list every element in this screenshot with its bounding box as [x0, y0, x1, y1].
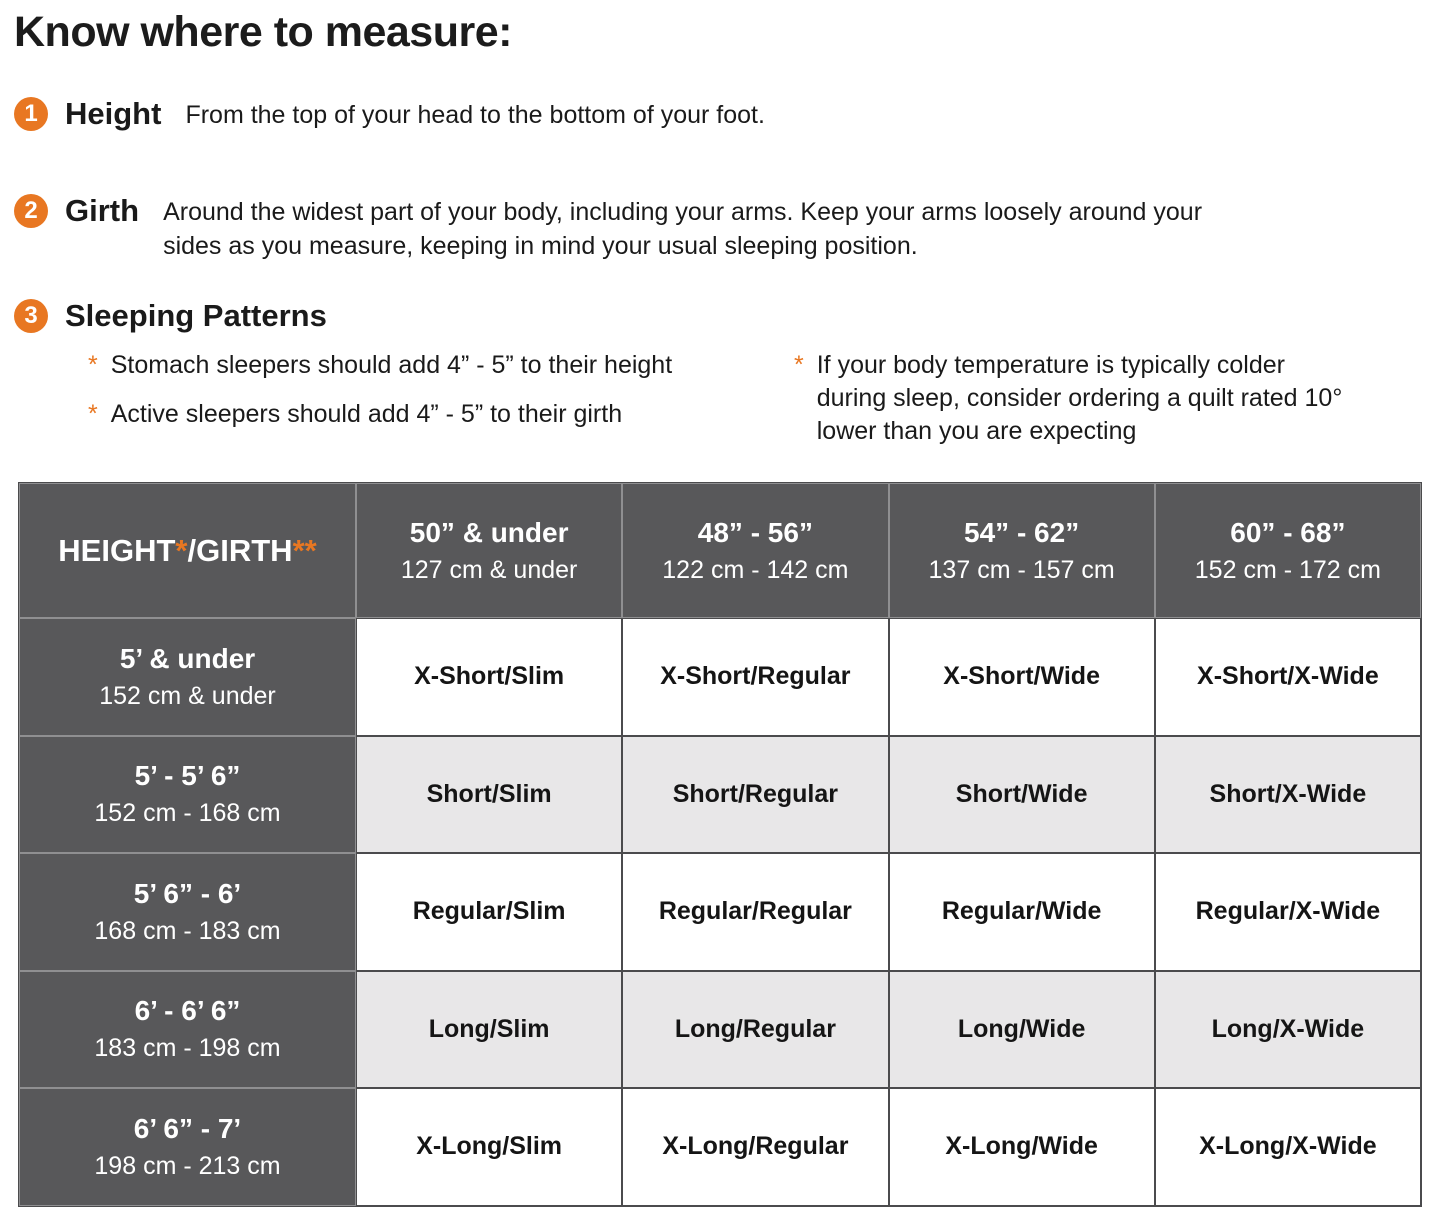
girth-column-header-1 [356, 483, 622, 618]
girth-imperial: 50” & under [409, 516, 569, 548]
girth-metric: 152 cm - 172 cm [1194, 555, 1381, 584]
notes-left-column [88, 349, 794, 448]
asterisk-marker: * [794, 351, 804, 379]
size-cell: Long/Slim [356, 971, 622, 1089]
size-cell: Short/Wide [889, 736, 1155, 854]
corner-header-height-girth [19, 483, 356, 618]
note-body-temperature [794, 349, 1354, 448]
girth-metric: 137 cm - 157 cm [928, 555, 1115, 584]
size-cell: Short/Regular [622, 736, 888, 854]
height-metric: 183 cm - 198 cm [94, 1034, 281, 1063]
table-row-height-1 [19, 618, 1421, 736]
size-cell: X-Long/X-Wide [1155, 1088, 1421, 1206]
section-girth-label: Girth [65, 193, 140, 228]
size-cell: Regular/Regular [622, 853, 888, 971]
section-height [14, 97, 1422, 132]
size-cell: X-Short/Slim [356, 618, 622, 736]
size-chart-header [19, 483, 1421, 618]
page-title: Know where to measure: [14, 8, 512, 56]
size-cell: Short/X-Wide [1155, 736, 1421, 854]
height-row-header-2 [19, 736, 356, 854]
table-row-height-5 [19, 1088, 1421, 1206]
girth-column-header-3 [889, 483, 1155, 618]
height-row-header-4 [19, 971, 356, 1089]
size-cell: Regular/Slim [356, 853, 622, 971]
height-imperial: 5’ 6” - 6’ [133, 877, 242, 909]
height-row-header-5 [19, 1088, 356, 1206]
height-asterisk: * [175, 532, 188, 568]
size-cell: Long/Regular [622, 971, 888, 1089]
girth-imperial: 60” - 68” [1230, 516, 1346, 548]
size-cell: X-Short/Wide [889, 618, 1155, 736]
section-girth-description: Around the widest part of your body, including your arms. Keep your arms loosely around your sides as you measure, keeping in mind your usual sleeping position. [163, 198, 1203, 260]
size-cell: X-Short/Regular [622, 618, 888, 736]
height-metric: 152 cm & under [99, 681, 276, 710]
height-row-header-3 [19, 853, 356, 971]
note-stomach-sleepers [88, 349, 794, 382]
size-cell: X-Long/Slim [356, 1088, 622, 1206]
girth-metric: 122 cm - 142 cm [662, 555, 849, 584]
girth-column-header-4 [1155, 483, 1421, 618]
girth-metric: 127 cm & under [400, 555, 578, 584]
step-2-badge: 2 [14, 194, 48, 228]
girth-asterisk: ** [292, 532, 317, 568]
height-imperial: 6’ - 6’ 6” [134, 995, 241, 1027]
height-metric: 152 cm - 168 cm [94, 799, 281, 828]
height-imperial: 6’ 6” - 7’ [133, 1112, 242, 1144]
size-cell: X-Long/Wide [889, 1088, 1155, 1206]
note-text: Active sleepers should add 4” - 5” to their girth [110, 400, 623, 428]
section-sleeping-patterns [14, 299, 1422, 333]
notes-right-column [794, 349, 1354, 448]
girth-column-header-2 [622, 483, 888, 618]
note-text: If your body temperature is typically colder during sleep, consider ordering a quilt rated 10° lower than you are expecting [816, 351, 1343, 445]
asterisk-marker: * [88, 351, 98, 379]
girth-imperial: 48” - 56” [697, 516, 813, 548]
step-1-badge: 1 [14, 97, 48, 131]
corner-girth-text: /GIRTH [187, 532, 293, 568]
step-3-badge: 3 [14, 299, 48, 333]
table-row-height-4 [19, 971, 1421, 1089]
section-sleeping-patterns-label: Sleeping Patterns [65, 298, 327, 333]
size-cell: Regular/Wide [889, 853, 1155, 971]
height-metric: 168 cm - 183 cm [94, 916, 281, 945]
sleeping-pattern-notes [14, 349, 1422, 448]
height-imperial: 5’ & under [119, 642, 256, 674]
section-height-description: From the top of your head to the bottom of your foot. [185, 101, 765, 129]
size-chart-table [18, 482, 1422, 1207]
table-row-height-3 [19, 853, 1421, 971]
size-cell: Long/X-Wide [1155, 971, 1421, 1089]
corner-height-text: HEIGHT [58, 532, 176, 568]
size-chart-body [19, 618, 1421, 1206]
table-row-height-2 [19, 736, 1421, 854]
section-girth [14, 194, 1422, 263]
size-cell: Long/Wide [889, 971, 1155, 1089]
height-row-header-1 [19, 618, 356, 736]
header-row [19, 483, 1421, 618]
note-active-sleepers [88, 398, 794, 431]
girth-imperial: 54” - 62” [964, 516, 1080, 548]
size-cell: Regular/X-Wide [1155, 853, 1421, 971]
size-cell: X-Long/Regular [622, 1088, 888, 1206]
size-cell: Short/Slim [356, 736, 622, 854]
height-imperial: 5’ - 5’ 6” [134, 760, 241, 792]
note-text: Stomach sleepers should add 4” - 5” to their height [110, 351, 673, 379]
height-metric: 198 cm - 213 cm [94, 1151, 281, 1180]
section-height-label: Height [65, 96, 162, 131]
asterisk-marker: * [88, 400, 98, 428]
size-cell: X-Short/X-Wide [1155, 618, 1421, 736]
